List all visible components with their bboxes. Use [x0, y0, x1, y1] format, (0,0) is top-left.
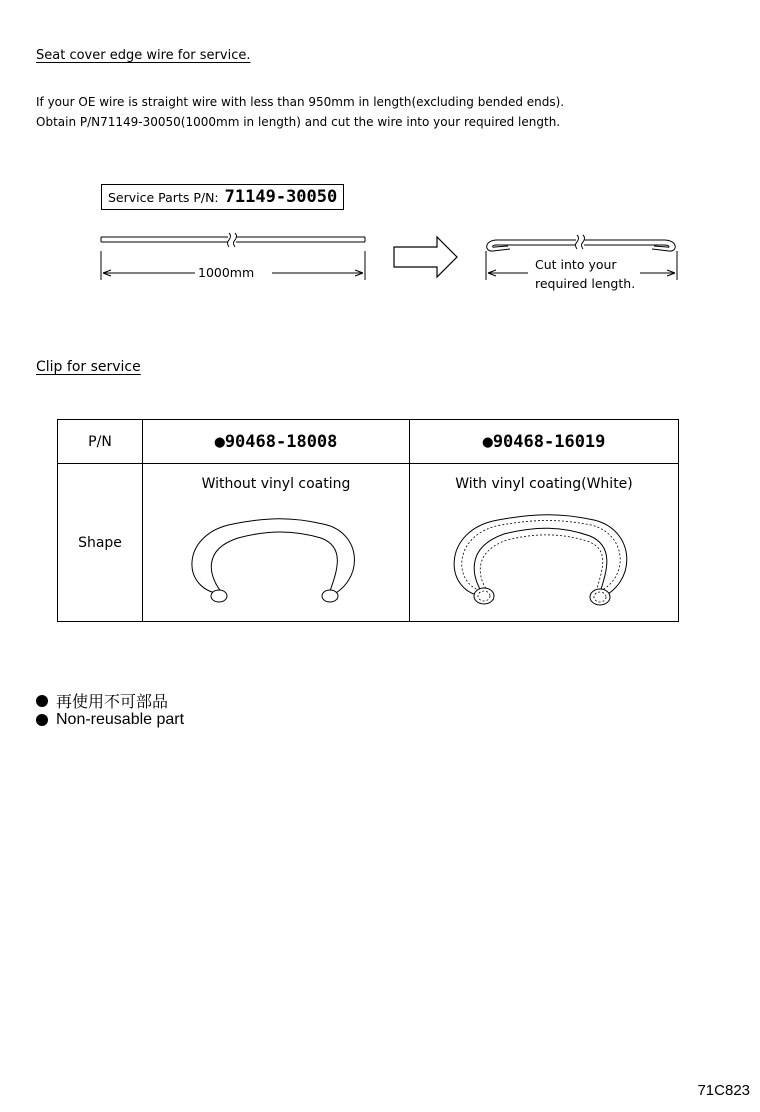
legend-line-japanese — [36, 689, 168, 712]
cut-label-line1: Cut into your — [535, 257, 617, 272]
clip-uncoated-drawing — [143, 492, 410, 612]
service-part-box — [101, 184, 344, 210]
service-part-label: Service Parts P/N: — [108, 189, 219, 205]
legend-english-text: Non-reusable part — [56, 711, 185, 728]
pn-header: P/N — [58, 420, 143, 464]
pn-cell-1: ●90468-18008 — [143, 420, 410, 464]
bent-wire — [487, 235, 676, 251]
legend-japanese-text: 再使用不可部品 — [56, 694, 169, 711]
wire-section-heading: Seat cover edge wire for service. — [36, 48, 251, 63]
straight-wire — [101, 233, 365, 247]
wire-diagram — [0, 225, 760, 295]
bullet-dot-icon — [36, 714, 48, 726]
pn-cell-2: ●90468-16019 — [410, 420, 679, 464]
clip-table — [57, 419, 679, 622]
clip-coated-drawing — [410, 492, 679, 612]
service-part-number: 71149-30050 — [224, 187, 338, 207]
clip-section-heading: Clip for service — [36, 359, 141, 375]
clip-description-1: Without vinyl coating — [201, 476, 351, 492]
wire-paragraph-line1: If your OE wire is straight wire with less than 950mm in length(excluding bended ends). — [36, 95, 565, 109]
clip-description-2: With vinyl coating(White) — [455, 476, 633, 492]
shape-cell-1 — [143, 464, 410, 622]
shape-row — [58, 464, 679, 622]
right-arrow-icon — [394, 237, 457, 277]
cut-label-line2: required length. — [535, 276, 636, 291]
pn-row — [58, 420, 679, 464]
bullet-dot-icon — [36, 695, 48, 707]
wire-paragraph-line2: Obtain P/N71149-30050(1000mm in length) and cut the wire into your required length. — [36, 115, 561, 129]
shape-header: Shape — [58, 464, 143, 622]
length-label: 1000mm — [198, 265, 255, 280]
legend-line-english — [36, 711, 184, 729]
shape-cell-2 — [410, 464, 679, 622]
footer-code: 71C823 — [697, 1082, 750, 1099]
